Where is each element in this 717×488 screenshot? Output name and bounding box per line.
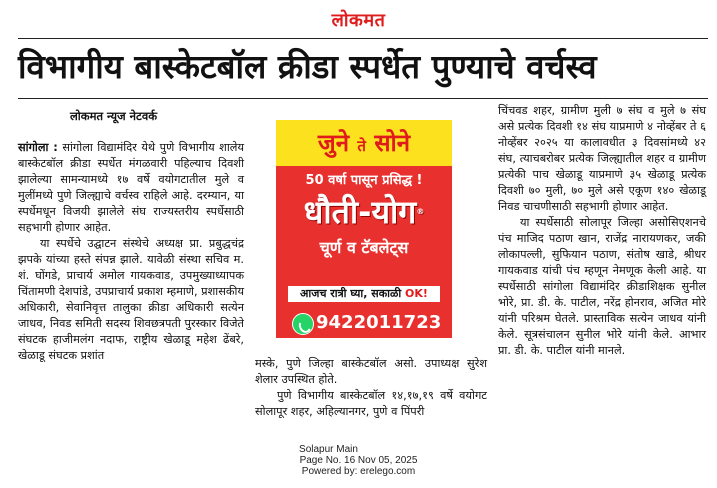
ad-product: चूर्ण व टॅबलेट्स — [319, 238, 409, 257]
paragraph: चिंचवड शहर, ग्रामीण मुली ७ संघ व मुले ७ संघ असे प्रत्येक दिवशी १४ संघ याप्रमाणे ४ नोव्हेंबर ते ६ नोव्हेंबर २०२५ या कालावधीत ३ दिवसांमध्ये ४२ संघ, त्याचबरोबर प्रत्येक जिल्ह्यातील शहर व ग्रामीण प्रत्येकी पाच खेळाडू याप्रमाणे ३५ खेळाडू प्रत्येक दिवशी ७० मुली, ७० मुले असे एकूण १४० खेळाडू निवड चाचणीसाठी सहभागी होणार आहेत. — [498, 104, 706, 213]
dateline: सांगोला : — [18, 141, 58, 154]
powered-by: Powered by: erelego.com — [301, 466, 416, 477]
page-footer — [0, 444, 717, 477]
article-column-3 — [498, 103, 706, 359]
article-column-2 — [255, 356, 487, 420]
paragraph: या स्पर्धेचे उद्घाटन संस्थेचे अध्यक्ष प्रा. प्रबुद्धचंद्र झपके यांच्या हस्ते संपन्न झाले. यावेळी संस्था सचिव म. शं. घोंगडे, प्राचार्य अमोल गायकवाड, उपमुख्याध्यापक चिंतामणी देशपांडे, उपप्राचार्य प्रकाश म्हमाणे, प्रशासकीय अधिकारी, सेवानिवृत्त तालुका क्रीडा अधिकारी सत्येन जाधव, निवड समिती सदस्य शिवछत्रपती पुरस्कार विजेते संघटक हाजीमलंग नदाफ, राष्ट्रीय खेळाडू महेश ढेंबरे, खेळाडू संघटक प्रशांत — [18, 237, 244, 362]
ad-top-end: सोने — [374, 129, 411, 157]
page-info: Page No. 16 Nov 05, 2025 — [299, 455, 418, 466]
ad-top-small: ते — [357, 137, 366, 155]
headline-rule — [18, 98, 708, 99]
ad-band-ok: OK! — [405, 287, 428, 300]
top-rule — [18, 38, 708, 39]
ad-brand — [276, 192, 452, 232]
edition-name: Solapur Main — [299, 444, 358, 455]
registered-mark: ® — [416, 207, 425, 216]
whatsapp-icon — [292, 313, 314, 335]
headline: विभागीय बास्केटबॉल क्रीडा स्पर्धेत पुण्याचे वर्चस्व — [18, 47, 597, 86]
paragraph: या स्पर्धेसाठी सोलापूर जिल्हा असोसिएशनचे पंच माजिद पठाण खान, राजेंद्र नारायणकर, जकी लोकापल्ली, सुफियान पठाण, संतोष खाडे, श्रीधर गायकवाड यांची पंच म्हणून नेमणूक केली आहे. या स्पर्धेसाठी सांगोला विद्यामंदिर क्रीडाशिक्षक सुनील भोरे, प्रा. डी. के. पाटील, नरेंद्र होनराव, अजित मोरे यांनी परिश्रम घेतले. प्रास्ताविक सत्येन जाधव यांनी केले. सूत्रसंचालन सुनील भोरे यांनी केले. आभार प्रा. डी. के. पाटील यांनी मानले. — [498, 216, 706, 357]
paragraph: सांगोला विद्यामंदिर येथे पुणे विभागीय शालेय बास्केटबॉल क्रीडा स्पर्धेत मंगळवारी पहिल्याच दिवशी झालेल्या सामन्यामध्ये १७ वर्षे वयोगटातील मुले व मुलींमध्ये पुणे जिल्ह्याचे वर्चस्व राहिले आहे. दरम्यान, या स्पर्धेमधून विजयी झालेले संघ राज्यस्तरीय स्पर्धेसाठी सहभागी होणार आहेत. — [18, 141, 245, 234]
article-column-1 — [18, 140, 244, 364]
advertisement — [276, 120, 452, 338]
masthead — [0, 8, 717, 34]
ad-band-text: आजच रात्री घ्या, सकाळी — [300, 287, 402, 300]
paragraph: मस्के, पुणे जिल्हा बास्केटबॉल असो. उपाध्यक्ष सुरेश शेलार उपस्थित होते. — [255, 357, 487, 386]
ad-tagline: 50 वर्षा पासून प्रसिद्ध ! — [305, 173, 423, 188]
ad-top-main: जुने — [317, 129, 350, 157]
ad-phone-number: 9422011723 — [316, 312, 442, 333]
ad-brand-name: धौती-योग — [303, 193, 417, 231]
paragraph: पुणे विभागीय बास्केटबॉल १४,१७,१९ वर्षे वयोगट सोलापूर शहर, अहिल्यानगर, पुणे व पिंपरी — [255, 389, 487, 418]
ad-phone-row — [276, 310, 452, 336]
byline: लोकमत न्यूज नेटवर्क — [70, 109, 158, 123]
lokmat-logo: लोकमत — [331, 10, 386, 31]
ad-top-banner — [276, 120, 452, 166]
ad-band — [288, 286, 440, 302]
